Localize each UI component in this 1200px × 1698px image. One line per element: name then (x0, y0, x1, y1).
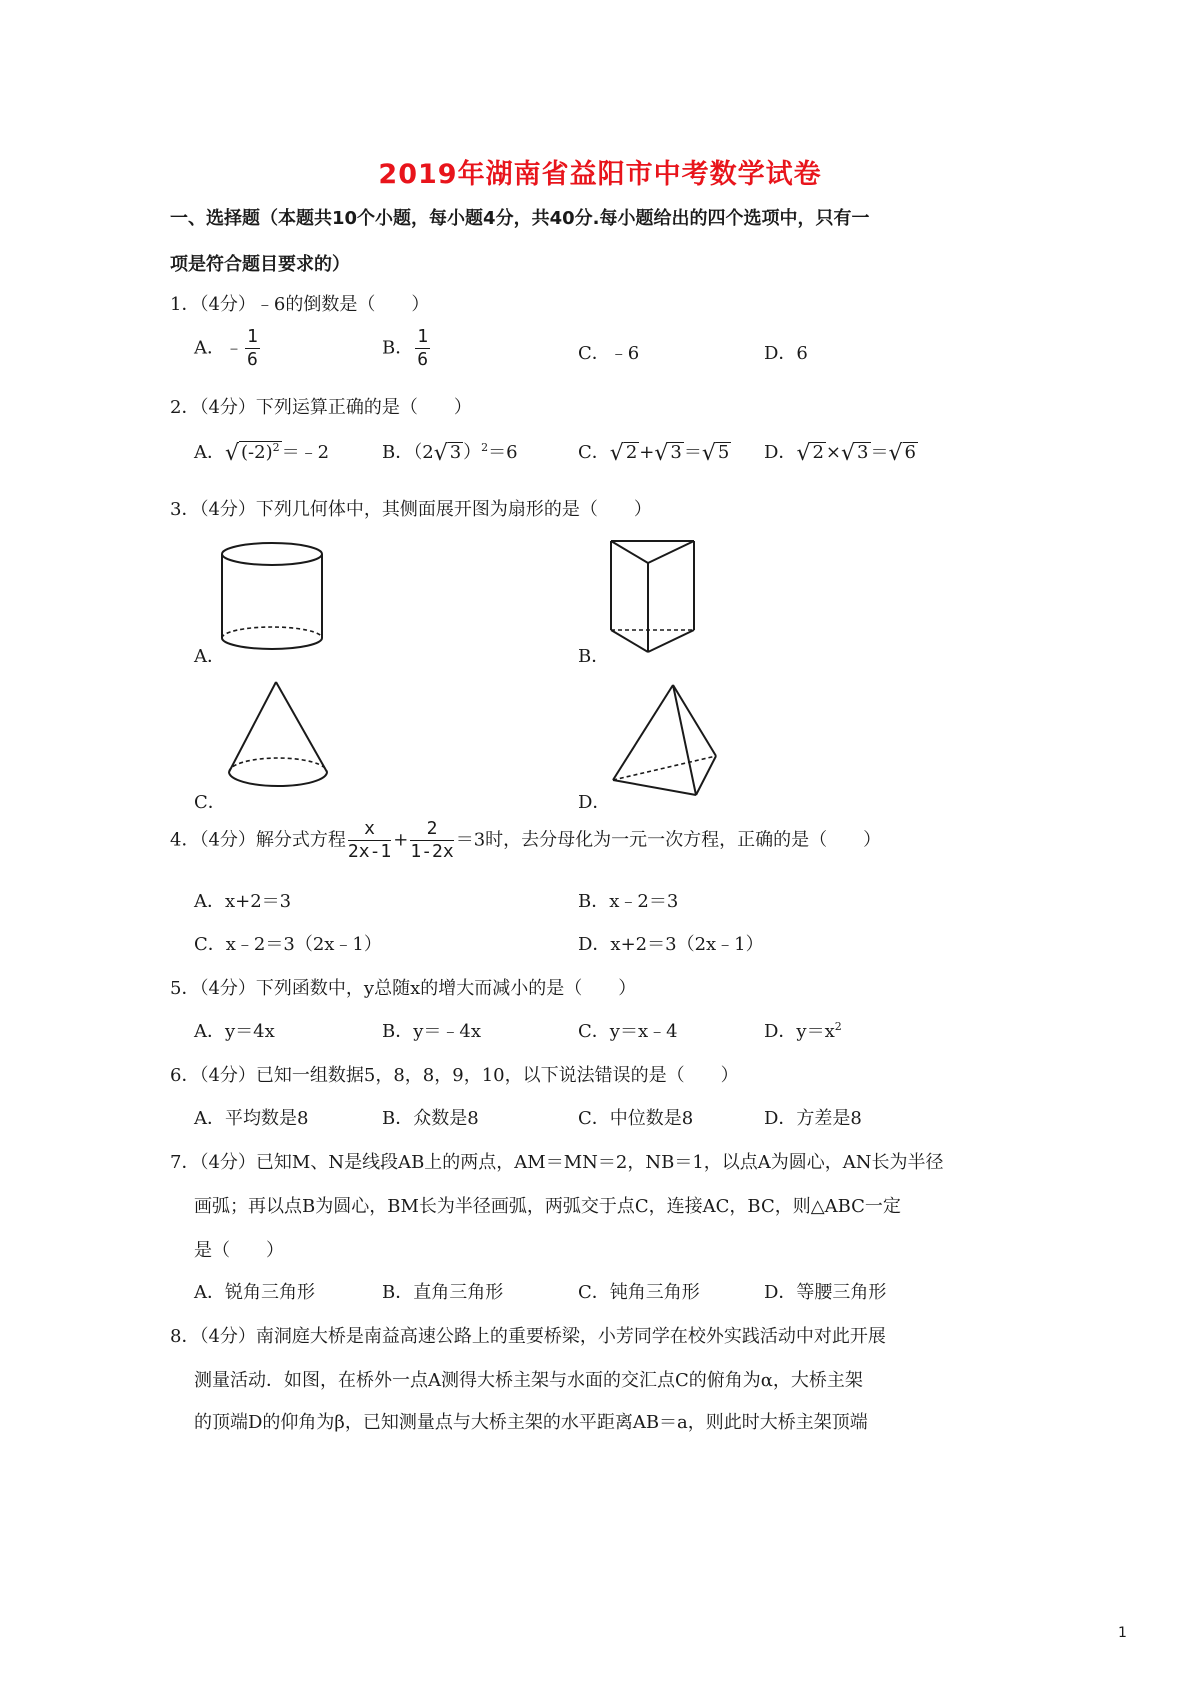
question-1-option-a: A．﹣ $\frac{1}{6}$ (194, 326, 258, 370)
question-7-option-d: D．等腰三角形 (764, 1282, 887, 1303)
page-title: 2019年湖南省益阳市中考数学试卷 (378, 159, 822, 190)
question-8-line3: 的顶端D的仰角为β，已知测量点与大桥主架的水平距离AB＝a，则此时大桥主架顶端 (194, 1412, 868, 1433)
question-4-option-a: A．x+2＝3 (194, 891, 292, 912)
question-3-option-a: A． (194, 646, 225, 667)
question-7-line2: 画弧；再以点B为圆心，BM长为半径画弧，两弧交于点C，连接AC，BC，则△ABC一定 (194, 1196, 901, 1217)
pyramid-figure (610, 682, 722, 800)
question-7-line1: 7．（4分）已知M、N是线段AB上的两点，AM＝MN＝2，NB＝1，以点A为圆心，AN长为半径 (170, 1152, 944, 1173)
question-5-option-d: D．$y=x^2$ (764, 1020, 842, 1042)
question-1-stem: 1．（4分）﹣6的倒数是（ ） (170, 294, 430, 315)
question-3-option-c: C． (194, 792, 226, 813)
question-6-option-a: A．平均数是8 (194, 1108, 309, 1129)
page-number: 1 (1118, 1625, 1127, 1641)
triangular-prism-figure (608, 538, 700, 660)
question-1-option-d: D．6 (764, 343, 808, 364)
question-4-stem: 4．（4分）解分式方程 $\frac{x}{2x-1}$ + $\frac{2}{1-2x}$ ＝3时，去分母化为一元一次方程，正确的是（ ） (170, 818, 882, 862)
question-7-option-a: A．锐角三角形 (194, 1282, 315, 1303)
question-5-stem: 5．（4分）下列函数中，y总随x的增大而减小的是（ ） (170, 978, 637, 999)
question-6-option-b: B．众数是8 (382, 1108, 479, 1129)
question-6-stem: 6．（4分）已知一组数据5，8，8，9，10，以下说法错误的是（ ） (170, 1065, 739, 1086)
question-5-option-b: B．y＝﹣4x (382, 1021, 481, 1042)
question-7-option-b: B．直角三角形 (382, 1282, 504, 1303)
question-5-option-c: C．y＝x﹣4 (578, 1021, 678, 1042)
question-7-option-c: C．钝角三角形 (578, 1282, 700, 1303)
question-3-option-d: D． (578, 792, 611, 813)
question-6-option-d: D．方差是8 (764, 1108, 862, 1129)
question-2-stem: 2．（4分）下列运算正确的是（ ） (170, 397, 472, 418)
question-3-option-b: B． (578, 646, 610, 667)
question-8-line1: 8．（4分）南洞庭大桥是南益高速公路上的重要桥梁，小芳同学在校外实践活动中对此开展 (170, 1326, 886, 1347)
question-5-option-a: A．y＝4x (194, 1021, 275, 1042)
cone-figure (226, 680, 332, 802)
question-3-stem: 3．（4分）下列几何体中，其侧面展开图为扇形的是（ ） (170, 499, 652, 520)
question-2-option-b: B．（2√ 3 ）$^2$＝6 (382, 441, 518, 466)
section-heading-line1: 一、选择题（本题共10个小题，每小题4分，共40分.每小题给出的四个选项中，只有一 (170, 208, 870, 229)
question-8-line2: 测量活动．如图，在桥外一点A测得大桥主架与水面的交汇点C的俯角为α，大桥主架 (194, 1370, 863, 1391)
question-4-option-c: C．x﹣2＝3（2x﹣1） (194, 934, 382, 955)
question-1-option-b: B． $\frac{1}{6}$ (382, 326, 429, 370)
question-1-option-c: C．﹣6 (578, 343, 640, 364)
question-2-option-a: A．√ $(-2)^2$ ＝﹣2 (194, 441, 330, 466)
cylinder-figure (218, 540, 328, 662)
question-2-option-c: C．√ 2 +√ 3 ＝√ 5 (578, 441, 730, 466)
question-4-option-b: B．x﹣2＝3 (578, 891, 679, 912)
question-6-option-c: C．中位数是8 (578, 1108, 694, 1129)
question-4-option-d: D．x+2＝3（2x﹣1） (578, 934, 764, 955)
question-2-option-d: D．√ 2 ×√ 3 ＝√ 6 (764, 441, 916, 466)
section-heading-line2: 项是符合题目要求的） (170, 254, 350, 275)
question-7-line3: 是（ ） (194, 1240, 284, 1261)
